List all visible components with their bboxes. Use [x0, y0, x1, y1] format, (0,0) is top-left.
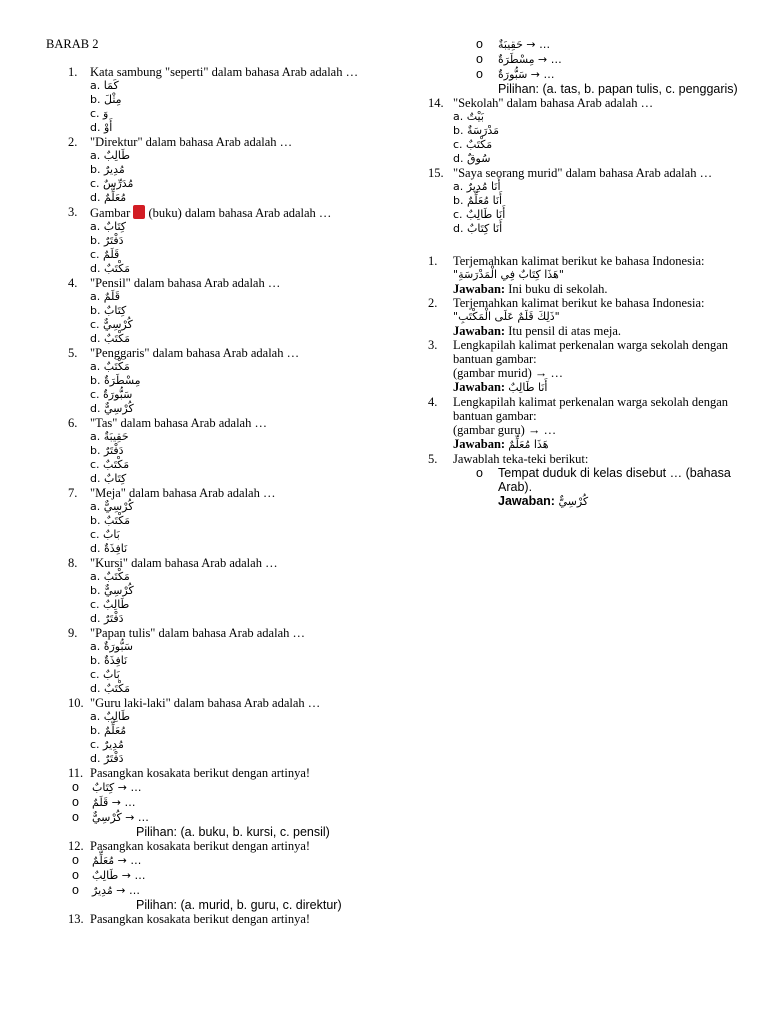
question-14: 14. "Sekolah" dalam bahasa Arab adalah … a. بَيْتٌ b. مَدْرَسَةٌ c. مَكْتَبٌ d. سُوقٌ — [428, 96, 748, 166]
option: c. قَلَمٌ — [90, 248, 120, 261]
question-11: 11. Pasangkan kosakata berikut dengan artinya! — [68, 766, 311, 780]
option: a. كِتَابٌ — [90, 220, 126, 233]
option: b. مُعَلِّمٌ — [90, 724, 127, 737]
option: d. مَكْتَبٌ — [90, 262, 131, 275]
option: d. أَنَا كِتَابٌ — [453, 222, 503, 235]
answer: Ini buku di sekolah. — [508, 282, 608, 296]
option: c. سَبُّورَةٌ — [90, 388, 133, 401]
option: d. مَكْتَبٌ — [90, 332, 131, 345]
option: a. طَالِبٌ — [90, 149, 130, 162]
match-item: o مُعَلِّمٌ → … — [72, 853, 142, 867]
match-item: o كِتَابٌ → … — [72, 780, 142, 794]
option: b. كِتَابٌ — [90, 304, 127, 317]
option: d. دَفْتَرٌ — [90, 612, 124, 625]
option: c. طَالِبٌ — [90, 598, 130, 611]
question-10: 10. "Guru laki-laki" dalam bahasa Arab adalah … a. طَالِبٌ b. مُعَلِّمٌ c. مُدِيرٌ d. دَفْتَرٌ — [46, 696, 376, 766]
question-6: 6. "Tas" dalam bahasa Arab adalah … a. حَقِيبَةٌ b. دَفْتَرٌ c. مَكْتَبٌ d. كِتَابٌ — [46, 416, 376, 486]
answer: كُرْسِيٌّ — [558, 495, 589, 508]
option: b. مِثْلَ — [90, 93, 122, 106]
option: a. حَقِيبَةٌ — [90, 430, 129, 443]
question-9: 9. "Papan tulis" dalam bahasa Arab adalah … a. سَبُّورَةٌ b. نَافِذَةٌ c. بَابٌ d. مَكْتَبٌ — [46, 626, 376, 696]
essay-2: 2. Terjemahkan kalimat berikut ke bahasa Indonesia: "ذَلِكَ قَلَمٌ عَلَى الْمَكْتَبِ" Jawaban: Itu pensil di atas meja. — [428, 296, 748, 338]
option: c. أَنَا طَالِبٌ — [453, 208, 506, 221]
option: b. مَكْتَبٌ — [90, 514, 131, 527]
match-item: o مُدِيرٌ → … — [72, 883, 141, 897]
question-list — [46, 65, 376, 926]
essay-3: 3. Lengkapilah kalimat perkenalan warga sekolah dengan bantuan gambar: (gambar murid) → … Jawaban: أَنَا طَالِبٌ — [428, 338, 729, 394]
option: a. مَكْتَبٌ — [90, 360, 130, 373]
choices-text: Pilihan: (a. buku, b. kursi, c. pensil) — [136, 825, 330, 839]
option: c. مُدَرِّسٌ — [90, 177, 134, 190]
question-8: 8. "Kursi" dalam bahasa Arab adalah … a. مَكْتَبٌ b. كُرْسِيٌّ c. طَالِبٌ d. دَفْتَرٌ — [46, 556, 376, 626]
question-2: 2. "Direktur" dalam bahasa Arab adalah … a. طَالِبٌ b. مُدِيرٌ c. مُدَرِّسٌ d. مُعَلِّمٌ — [46, 135, 376, 205]
essay-4: 4. Lengkapilah kalimat perkenalan warga sekolah dengan bantuan gambar: (gambar guru) → … Jawaban: هَذَا مُعَلِّمٌ — [428, 395, 729, 451]
option: d. مُعَلِّمٌ — [90, 191, 127, 204]
essay-1: 1. Terjemahkan kalimat berikut ke bahasa Indonesia: "هَذَا كِتَابٌ فِي الْمَدْرَسَةِ" Jawaban: Ini buku di sekolah. — [428, 254, 748, 296]
option: c. بَابٌ — [90, 668, 120, 681]
option: a. أَنَا مُدِيرٌ — [453, 180, 501, 193]
question-1: 1. Kata sambung "seperti" dalam bahasa Arab adalah … a. كَمَا b. مِثْلَ c. وَ d. أَوْ — [46, 65, 376, 135]
option: a. قَلَمٌ — [90, 290, 120, 303]
option: a. سَبُّورَةٌ — [90, 640, 134, 653]
option: c. كُرْسِيٌّ — [90, 318, 133, 331]
option: a. كَمَا — [90, 79, 119, 92]
option: d. نَافِذَةٌ — [90, 542, 128, 555]
option: b. أَنَا مُعَلِّمٌ — [453, 194, 503, 207]
page-title: BARAB 2 — [46, 37, 99, 51]
option: c. مُدِيرٌ — [90, 738, 124, 751]
option: d. كِتَابٌ — [90, 472, 127, 485]
question-4: 4. "Pensil" dalam bahasa Arab adalah … a. قَلَمٌ b. كِتَابٌ c. كُرْسِيٌّ d. مَكْتَبٌ — [46, 276, 376, 346]
option: b. كُرْسِيٌّ — [90, 584, 134, 597]
match-item: o طَالِبٌ → … — [72, 868, 146, 882]
question-13: 13. Pasangkan kosakata berikut dengan artinya! — [68, 912, 311, 926]
option: b. مِسْطَرَةٌ — [90, 374, 141, 387]
arabic-sentence: "ذَلِكَ قَلَمٌ عَلَى الْمَكْتَبِ" — [453, 310, 560, 323]
option: b. دَفْتَرٌ — [90, 444, 124, 457]
option: a. طَالِبٌ — [90, 710, 130, 723]
match-item: o حَقِيبَةٌ → … — [476, 37, 551, 51]
match-item: o قَلَمٌ → … — [72, 795, 136, 809]
option: b. مَدْرَسَةٌ — [453, 124, 500, 137]
essay-5: 5. Jawablah teka-teki berikut: — [428, 452, 589, 466]
option: d. أَوْ — [90, 121, 113, 134]
option: b. مُدِيرٌ — [90, 163, 125, 176]
option: d. سُوقٌ — [453, 152, 491, 165]
question-3: 3. Gambar (buku) dalam bahasa Arab adalah … a. كِتَابٌ b. دَفْتَرٌ c. قَلَمٌ d. مَكْتَبٌ — [46, 205, 376, 276]
match-item: o مِسْطَرَةٌ → … — [476, 52, 562, 66]
question-7: 7. "Meja" dalam bahasa Arab adalah … a. كُرْسِيٌّ b. مَكْتَبٌ c. بَابٌ d. نَافِذَةٌ — [46, 486, 376, 556]
answer: هَذَا مُعَلِّمٌ — [508, 438, 549, 451]
question-15: 15. "Saya seorang murid" dalam bahasa Arab adalah … a. أَنَا مُدِيرٌ b. أَنَا مُعَلِّمٌ c. أَنَا طَالِبٌ d. أَنَا كِتَابٌ — [428, 166, 748, 236]
question-12: 12. Pasangkan kosakata berikut dengan artinya! — [68, 839, 311, 853]
answer: أَنَا طَالِبٌ — [508, 381, 548, 394]
option: a. كُرْسِيٌّ — [90, 500, 134, 513]
match-item: o كُرْسِيٌّ → … — [72, 810, 149, 824]
option: b. نَافِذَةٌ — [90, 654, 128, 667]
choices-text: Pilihan: (a. murid, b. guru, c. direktur) — [136, 898, 342, 912]
choices-text: Pilihan: (a. tas, b. papan tulis, c. penggaris) — [498, 82, 738, 96]
option: d. مَكْتَبٌ — [90, 682, 131, 695]
option: c. مَكْتَبٌ — [453, 138, 493, 151]
option: d. كُرْسِيٌّ — [90, 402, 134, 415]
option: c. مَكْتَبٌ — [90, 458, 130, 471]
option: c. وَ — [90, 107, 109, 120]
option: c. بَابٌ — [90, 528, 120, 541]
option: a. مَكْتَبٌ — [90, 570, 130, 583]
arabic-sentence: "هَذَا كِتَابٌ فِي الْمَدْرَسَةِ" — [453, 268, 564, 281]
option: a. بَيْتٌ — [453, 110, 484, 123]
book-icon — [133, 205, 145, 219]
match-item: o سَبُّورَةٌ → … — [476, 67, 555, 81]
question-5: 5. "Penggaris" dalam bahasa Arab adalah … a. مَكْتَبٌ b. مِسْطَرَةٌ c. سَبُّورَةٌ d. كُرْسِيٌّ — [46, 346, 376, 416]
option: b. دَفْتَرٌ — [90, 234, 124, 247]
riddle: o Tempat duduk di kelas disebut … (bahasa Arab). Jawaban: كُرْسِيٌّ — [476, 466, 731, 508]
option: d. دَفْتَرٌ — [90, 752, 124, 765]
answer: Itu pensil di atas meja. — [508, 324, 622, 338]
right-content — [428, 37, 748, 509]
